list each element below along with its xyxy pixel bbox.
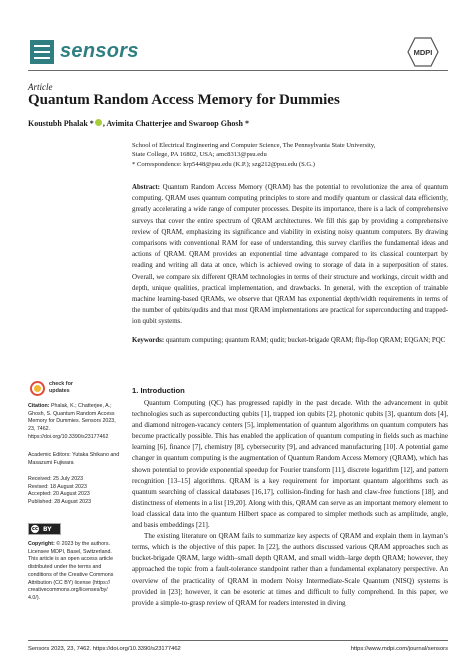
journal-name: sensors [60,40,139,62]
abstract [132,182,448,328]
abstract-text: Quantum Random Access Memory (QRAM) has the potential to revolutionize the area of quantum computing. QRAM uses quantum computing principles to store and modify quantum or classical data efficiently, greatly accelerating a wide range of computer processes. Despite its importance, there is a lack of comprehensive surveys that cover the entire spectrum of QRAM architectures. We fill this gap by providing a comprehensive review of QRAM, emphasizing its significance and viability in existing noisy quantum computers. By drawing comparisons with conventional RAM for ease of understanding, this survey clarifies the fundamental ideas and actions of QRAM. QRAM provides an exponential time advantage compared to its classical counterpart by reading and writing all data at once, which is achieved owing to storage of data in a superposition of states. Overall, we compare six different QRAM technologies in terms of their structure and workings, circuit width and depth, unique qualities, practical implementation, and drawbacks. In general, with the exception of trainable machine learning-based QRAMs, we observe that QRAM has exponential depth/width requirements in terms of the number of qubits/qudits and that most QRAM implementations are practical for superconducting and trapped-ion qubit systems. [132,184,448,326]
dates [28,476,120,507]
section-heading: 1. Introduction [132,386,185,395]
abstract-label: Abstract: [132,184,160,191]
updates-line-2: updates [49,387,70,394]
publisher-name: MDPI [413,48,433,57]
date-published: Published: 28 August 2023 [28,499,92,506]
author-first: Koustubh Phalak * [28,119,94,128]
citation [28,403,120,442]
article-type: Article [28,82,53,92]
header-rule [28,70,448,71]
keywords-label: Keywords: [132,337,165,344]
date-received: Received: 25 July 2023 [28,476,84,482]
intro-paragraph-2: The existing literature on QRAM fails to summarize key aspects of QRAM and explain them in layman’s terms, which is the objective of this paper. In [22], the authors discussed various QRAM approaches such as bucket-brigade QRAM, large width–small depth QRAM, and small width–large depth QRAM; however, they approached the topic from a fault-tolerance standpoint rather than a fundamental explanatory perspective. An overview of the practicality of QRAM in modern Noisy Intermediate-Scale Quantum (NISQ) systems is provided in [23]; however, it can be esoteric at times and difficult to fully comprehend. In this paper, we provide a simple-to-grasp review of QRAM for readers interested in diving [132,532,448,607]
keywords-text: quantum computing; quantum RAM; qudit; bucket-brigade QRAM; flip-flop QRAM; EQGAN; PQC [165,337,446,344]
check-for-updates-badge[interactable] [30,381,120,399]
author-rest: , Avimita Chatterjee and Swaroop Ghosh * [102,119,249,128]
academic-editors [28,452,120,467]
paper-title: Quantum Random Access Memory for Dummies [28,92,340,108]
citation-text: Phalak, K.; Chatterjee, A.; Ghosh, S. Quantum Random Access Memory for Dummies. Sensors 2023, 23, 7462. https://doi.org/10.3390/s23177462 [28,403,116,440]
updates-line-1: check for [49,381,73,387]
copyright-text: © 2023 by the authors. Licensee MDPI, Basel, Switzerland. This article is an open access article distributed under the terms and conditions of the Creative Commons Attribution (CC BY) license (https:// creativecommons.org/licenses/by/ 4.0/). [28,541,114,601]
updates-icon [30,381,45,396]
affiliation-line-2: State College, PA 16802, USA; amc8313@psu.edu [132,151,267,159]
intro-paragraph-1: Quantum Computing (QC) has progressed rapidly in the past decade. With the advancement in qubit technologies such as superconducting qubits [1], trapped ion qubits [2], photonic qubits [3], quantum dots [4], and diamond nitrogen-vacancy centers [5], implementation of quantum algorithms on quantum computers has become practically possible. This has enabled the application of quantum computing in fields such as machine learning [6], finance [7], chemistry [8], cybersecurity [9], and advanced manufacturing [10]. A potential game changer in quantum computing is the augmentation of Quantum Random Access Memory (QRAM), which has shown potential to provide exponential speedup for Fourier transform [11], discrete logarithm [12], and pattern recognition [13–15] algorithms. QRAM is a key requirement for important quantum algorithms such as quantum searching of classical databases [16,17], collision-finding for hash and claw-free functions [18], and distinctness of elements in a list [19,20]. Along with this, QRAM can serve as an important memory element to load classical data into the quantum Hilbert space as compared to simpler methods such as amplitude, angle, and basis embeddings [21]. [132,399,448,530]
cc-by-license-icon[interactable] [28,523,61,535]
keywords [132,336,448,346]
introduction-body [132,398,448,609]
journal-logo-icon [30,40,54,64]
date-revised: Revised: 18 August 2023 [28,483,87,490]
copyright-label: Copyright: [28,541,55,547]
citation-label: Citation: [28,403,50,409]
editors-label: Academic Editors: [28,452,71,458]
orcid-icon[interactable] [95,119,102,126]
footer-rule [28,640,448,641]
footer-citation[interactable]: Sensors 2023, 23, 7462. https://doi.org/10.3390/s23177462 [28,646,181,652]
date-accepted: Accepted: 20 August 2023 [28,491,90,498]
footer-url[interactable]: https://www.mdpi.com/journal/sensors [350,646,448,652]
editors-text: Yutaka Shikano and Masazumi Fujiwara [28,452,120,466]
copyright [28,541,120,603]
correspondence: * Correspondence: krp5448@psu.edu (K.P.); szg212@psu.edu (S.G.) [132,160,316,168]
mdpi-logo-icon [407,37,439,67]
affiliation [132,141,448,169]
author-list [28,119,448,128]
affiliation-line-1: School of Electrical Engineering and Computer Science, The Pennsylvania State University, [132,142,376,149]
